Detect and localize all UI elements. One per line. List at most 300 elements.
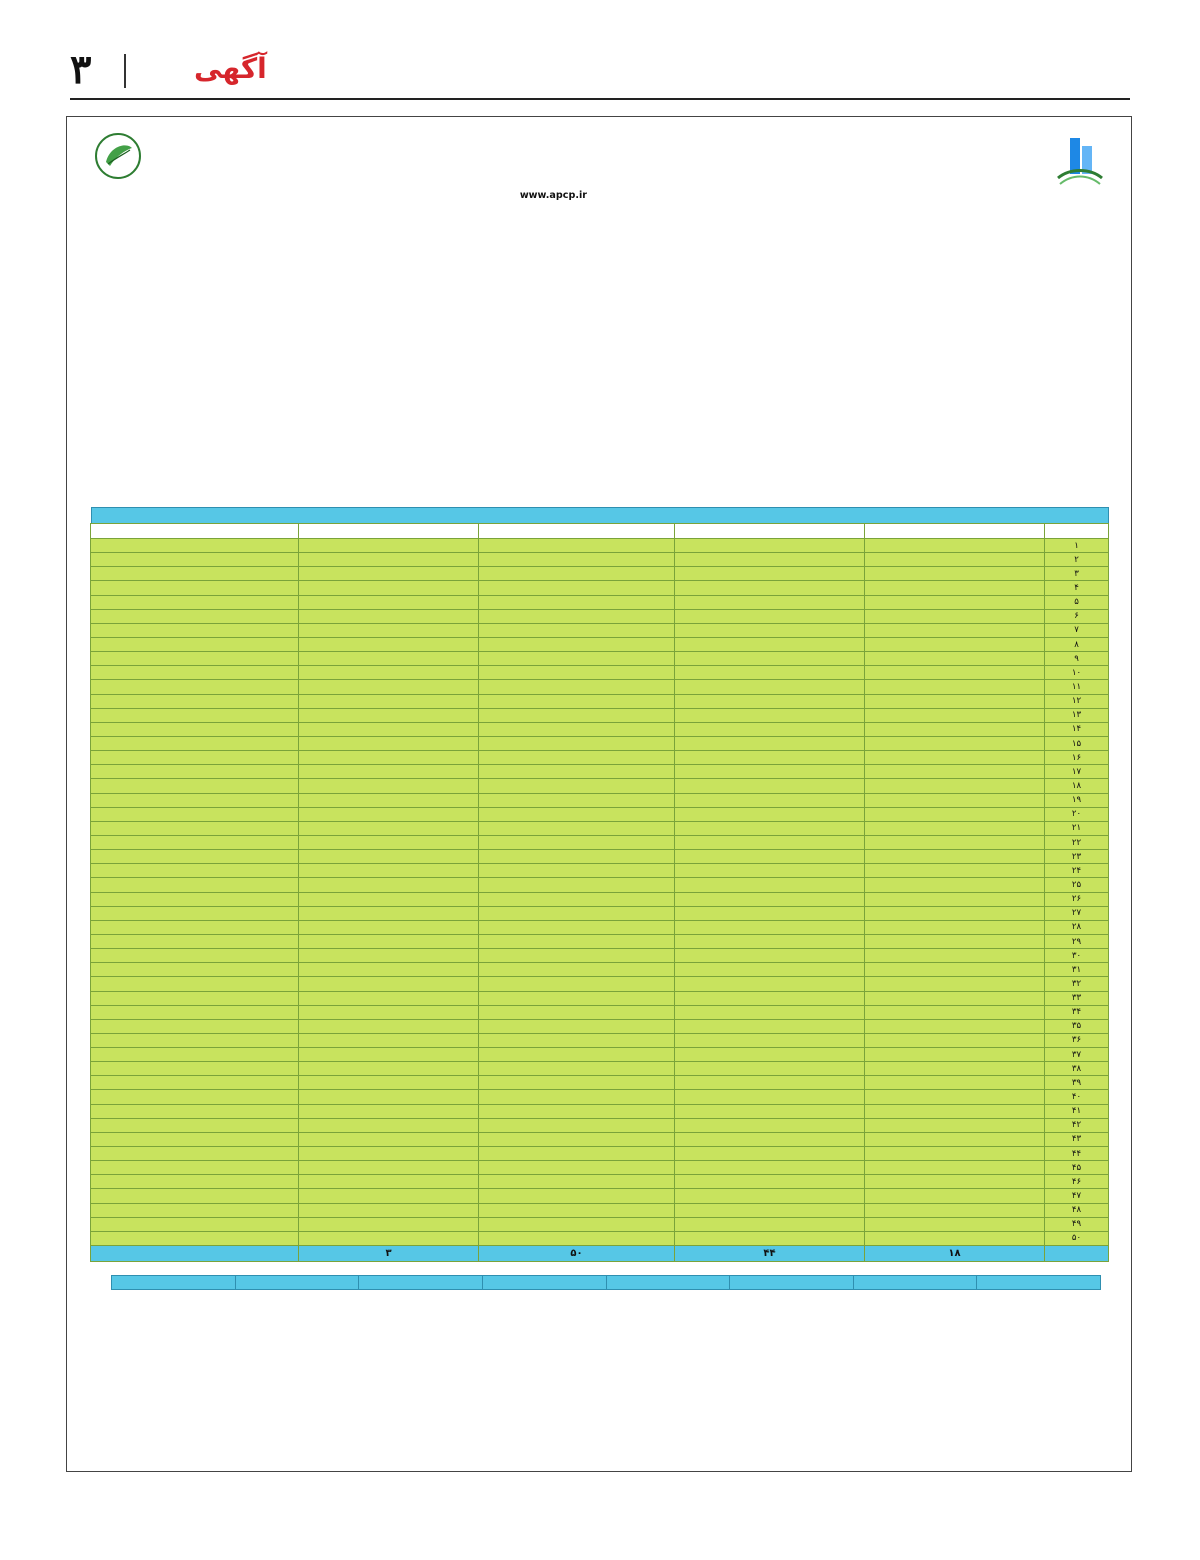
province-cell bbox=[865, 1019, 1045, 1033]
county-cell bbox=[675, 680, 865, 694]
row-number-cell: ۲۸ bbox=[1045, 920, 1109, 934]
town-cell bbox=[479, 553, 675, 567]
county-cell bbox=[675, 963, 865, 977]
activity-cell bbox=[299, 963, 479, 977]
province-cell bbox=[865, 1161, 1045, 1175]
activity-cell bbox=[299, 595, 479, 609]
county-cell bbox=[675, 1203, 865, 1217]
table-row bbox=[91, 807, 1109, 821]
province-cell bbox=[865, 567, 1045, 581]
activity-cell bbox=[299, 1161, 479, 1175]
town-cell bbox=[479, 1231, 675, 1245]
area-cell bbox=[91, 666, 299, 680]
county-cell bbox=[675, 1076, 865, 1090]
area-cell bbox=[91, 1005, 299, 1019]
row-number-cell: ۱۸ bbox=[1045, 779, 1109, 793]
table-row bbox=[91, 694, 1109, 708]
row-number-cell: ۲۳ bbox=[1045, 850, 1109, 864]
row-number-cell: ۱۷ bbox=[1045, 765, 1109, 779]
activity-cell bbox=[299, 977, 479, 991]
terms-columns bbox=[75, 189, 1123, 511]
total-label bbox=[1045, 1246, 1109, 1262]
province-cell bbox=[865, 623, 1045, 637]
row-number-cell: ۳۷ bbox=[1045, 1048, 1109, 1062]
table-row bbox=[91, 977, 1109, 991]
row-number-cell: ۴۱ bbox=[1045, 1104, 1109, 1118]
town-cell bbox=[479, 1048, 675, 1062]
table-row bbox=[91, 1147, 1109, 1161]
area-cell bbox=[91, 821, 299, 835]
province-cell bbox=[865, 793, 1045, 807]
town-cell bbox=[479, 821, 675, 835]
table-row bbox=[91, 1132, 1109, 1146]
area-cell bbox=[91, 1076, 299, 1090]
table-row bbox=[91, 906, 1109, 920]
table-row bbox=[91, 1203, 1109, 1217]
towns-table-total-row bbox=[91, 1246, 1109, 1262]
province-cell bbox=[865, 991, 1045, 1005]
row-number-cell: ۲۵ bbox=[1045, 878, 1109, 892]
table-row bbox=[91, 963, 1109, 977]
town-cell bbox=[479, 1062, 675, 1076]
area-cell bbox=[91, 1090, 299, 1104]
area-cell bbox=[91, 892, 299, 906]
area-cell bbox=[91, 765, 299, 779]
page-number: ۳ bbox=[70, 46, 92, 93]
row-number-cell: ۵۰ bbox=[1045, 1231, 1109, 1245]
row-number-cell: ۲۷ bbox=[1045, 906, 1109, 920]
area-cell bbox=[91, 850, 299, 864]
province-cell bbox=[865, 807, 1045, 821]
province-cell bbox=[865, 892, 1045, 906]
area-cell bbox=[91, 1217, 299, 1231]
province-cell bbox=[865, 581, 1045, 595]
supplementary-col-header bbox=[853, 1276, 977, 1290]
area-cell bbox=[91, 567, 299, 581]
province-cell bbox=[865, 1175, 1045, 1189]
section-name: آگهی bbox=[194, 52, 267, 85]
county-cell bbox=[675, 991, 865, 1005]
supplementary-col-header bbox=[359, 1276, 483, 1290]
area-cell bbox=[91, 694, 299, 708]
county-cell bbox=[675, 1118, 865, 1132]
area-cell bbox=[91, 581, 299, 595]
province-cell bbox=[865, 637, 1045, 651]
county-cell bbox=[675, 1005, 865, 1019]
town-cell bbox=[479, 920, 675, 934]
area-cell bbox=[91, 708, 299, 722]
province-cell bbox=[865, 949, 1045, 963]
table-row bbox=[91, 920, 1109, 934]
activity-cell bbox=[299, 623, 479, 637]
province-cell bbox=[865, 1005, 1045, 1019]
activity-cell bbox=[299, 821, 479, 835]
town-cell bbox=[479, 708, 675, 722]
town-cell bbox=[479, 637, 675, 651]
row-number-cell: ۲۹ bbox=[1045, 934, 1109, 948]
table-row bbox=[91, 609, 1109, 623]
activity-cell bbox=[299, 609, 479, 623]
town-cell bbox=[479, 1033, 675, 1047]
county-cell bbox=[675, 779, 865, 793]
row-number-cell: ۲۰ bbox=[1045, 807, 1109, 821]
activity-cell bbox=[299, 637, 479, 651]
area-cell bbox=[91, 934, 299, 948]
row-number-cell: ۲۶ bbox=[1045, 892, 1109, 906]
activity-cell bbox=[299, 1175, 479, 1189]
activity-cell bbox=[299, 1019, 479, 1033]
activity-cell bbox=[299, 1062, 479, 1076]
province-cell bbox=[865, 934, 1045, 948]
row-number-cell: ۴۴ bbox=[1045, 1147, 1109, 1161]
row-number-cell: ۳۸ bbox=[1045, 1062, 1109, 1076]
county-cell bbox=[675, 977, 865, 991]
town-cell bbox=[479, 1189, 675, 1203]
row-number-cell: ۱۲ bbox=[1045, 694, 1109, 708]
province-cell bbox=[865, 1132, 1045, 1146]
town-cell bbox=[479, 736, 675, 750]
row-number-cell: ۱۶ bbox=[1045, 751, 1109, 765]
table-row bbox=[91, 949, 1109, 963]
province-cell bbox=[865, 878, 1045, 892]
area-cell bbox=[91, 1132, 299, 1146]
province-cell bbox=[865, 666, 1045, 680]
activity-cell bbox=[299, 736, 479, 750]
table-row bbox=[91, 892, 1109, 906]
area-cell bbox=[91, 807, 299, 821]
towns-table-grid bbox=[90, 523, 1109, 1262]
province-cell bbox=[865, 821, 1045, 835]
area-cell bbox=[91, 779, 299, 793]
county-cell bbox=[675, 595, 865, 609]
table-row bbox=[91, 623, 1109, 637]
county-cell bbox=[675, 1189, 865, 1203]
activity-cell bbox=[299, 1231, 479, 1245]
province-cell bbox=[865, 977, 1045, 991]
town-cell bbox=[479, 609, 675, 623]
county-cell bbox=[675, 1132, 865, 1146]
supplementary-col-header bbox=[606, 1276, 730, 1290]
town-cell bbox=[479, 934, 675, 948]
town-cell bbox=[479, 1104, 675, 1118]
row-number-cell: ۴ bbox=[1045, 581, 1109, 595]
town-cell bbox=[479, 807, 675, 821]
county-cell bbox=[675, 1147, 865, 1161]
activity-cell bbox=[299, 920, 479, 934]
area-cell bbox=[91, 1062, 299, 1076]
town-cell bbox=[479, 963, 675, 977]
province-cell bbox=[865, 751, 1045, 765]
province-cell bbox=[865, 708, 1045, 722]
county-cell bbox=[675, 539, 865, 553]
masthead-divider bbox=[124, 54, 126, 88]
row-number-cell: ۴۶ bbox=[1045, 1175, 1109, 1189]
town-cell bbox=[479, 991, 675, 1005]
table-row bbox=[91, 1161, 1109, 1175]
supplementary-col-header bbox=[482, 1276, 606, 1290]
row-number-cell: ۲۱ bbox=[1045, 821, 1109, 835]
province-cell bbox=[865, 539, 1045, 553]
row-number-cell: ۴۳ bbox=[1045, 1132, 1109, 1146]
county-cell bbox=[675, 1217, 865, 1231]
row-number-cell: ۲۴ bbox=[1045, 864, 1109, 878]
county-cell bbox=[675, 934, 865, 948]
county-cell bbox=[675, 751, 865, 765]
province-cell bbox=[865, 553, 1045, 567]
county-cell bbox=[675, 920, 865, 934]
table-row bbox=[91, 1217, 1109, 1231]
county-cell bbox=[675, 652, 865, 666]
activity-cell bbox=[299, 1090, 479, 1104]
county-cell bbox=[675, 708, 865, 722]
activity-cell bbox=[299, 539, 479, 553]
supplementary-header-row bbox=[112, 1276, 1101, 1290]
town-cell bbox=[479, 793, 675, 807]
county-cell bbox=[675, 694, 865, 708]
table-row bbox=[91, 934, 1109, 948]
province-cell bbox=[865, 1203, 1045, 1217]
activity-cell bbox=[299, 1132, 479, 1146]
activity-cell bbox=[299, 864, 479, 878]
col-header-area bbox=[91, 524, 299, 539]
town-cell bbox=[479, 1161, 675, 1175]
row-number-cell: ۲۲ bbox=[1045, 835, 1109, 849]
supplementary-col-header bbox=[977, 1276, 1101, 1290]
col-header-activity bbox=[299, 524, 479, 539]
row-number-cell: ۱۵ bbox=[1045, 736, 1109, 750]
county-cell bbox=[675, 1048, 865, 1062]
masthead bbox=[70, 44, 1130, 100]
row-number-cell: ۵ bbox=[1045, 595, 1109, 609]
province-cell bbox=[865, 864, 1045, 878]
table-row bbox=[91, 595, 1109, 609]
town-cell bbox=[479, 878, 675, 892]
table-row bbox=[91, 821, 1109, 835]
area-cell bbox=[91, 1175, 299, 1189]
province-cell bbox=[865, 609, 1045, 623]
bottom-notes bbox=[75, 1315, 1123, 1465]
terms-right-column bbox=[611, 189, 1123, 511]
row-number-cell: ۳۵ bbox=[1045, 1019, 1109, 1033]
town-cell bbox=[479, 1203, 675, 1217]
table-row bbox=[91, 637, 1109, 651]
total-area bbox=[91, 1246, 299, 1262]
table-row bbox=[91, 779, 1109, 793]
activity-cell bbox=[299, 1076, 479, 1090]
county-cell bbox=[675, 637, 865, 651]
row-number-cell: ۱۹ bbox=[1045, 793, 1109, 807]
province-cell bbox=[865, 595, 1045, 609]
county-cell bbox=[675, 807, 865, 821]
row-number-cell: ۳ bbox=[1045, 567, 1109, 581]
town-cell bbox=[479, 652, 675, 666]
supplementary-table bbox=[111, 1275, 1101, 1290]
row-number-cell: ۱ bbox=[1045, 539, 1109, 553]
town-cell bbox=[479, 765, 675, 779]
town-cell bbox=[479, 1118, 675, 1132]
province-cell bbox=[865, 1076, 1045, 1090]
activity-cell bbox=[299, 708, 479, 722]
area-cell bbox=[91, 623, 299, 637]
county-cell bbox=[675, 864, 865, 878]
county-cell bbox=[675, 892, 865, 906]
area-cell bbox=[91, 991, 299, 1005]
province-cell bbox=[865, 963, 1045, 977]
row-number-cell: ۱۴ bbox=[1045, 722, 1109, 736]
activity-cell bbox=[299, 1118, 479, 1132]
town-cell bbox=[479, 694, 675, 708]
activity-cell bbox=[299, 751, 479, 765]
table-row bbox=[91, 864, 1109, 878]
table-row bbox=[91, 835, 1109, 849]
activity-cell bbox=[299, 567, 479, 581]
county-cell bbox=[675, 1090, 865, 1104]
activity-cell bbox=[299, 835, 479, 849]
supplementary-col-header bbox=[235, 1276, 359, 1290]
area-cell bbox=[91, 1147, 299, 1161]
town-cell bbox=[479, 1132, 675, 1146]
town-cell bbox=[479, 539, 675, 553]
website-link[interactable]: www.apcp.ir bbox=[519, 190, 587, 201]
town-cell bbox=[479, 1005, 675, 1019]
town-cell bbox=[479, 906, 675, 920]
province-cell bbox=[865, 1062, 1045, 1076]
province-cell bbox=[865, 1217, 1045, 1231]
activity-cell bbox=[299, 652, 479, 666]
row-number-cell: ۳۰ bbox=[1045, 949, 1109, 963]
activity-cell bbox=[299, 722, 479, 736]
table-row bbox=[91, 1033, 1109, 1047]
area-cell bbox=[91, 977, 299, 991]
area-cell bbox=[91, 878, 299, 892]
town-cell bbox=[479, 949, 675, 963]
town-cell bbox=[479, 892, 675, 906]
row-number-cell: ۷ bbox=[1045, 623, 1109, 637]
area-cell bbox=[91, 1231, 299, 1245]
town-cell bbox=[479, 1076, 675, 1090]
province-cell bbox=[865, 1090, 1045, 1104]
area-cell bbox=[91, 1203, 299, 1217]
table-row bbox=[91, 1231, 1109, 1245]
activity-cell bbox=[299, 892, 479, 906]
province-cell bbox=[865, 694, 1045, 708]
table-row bbox=[91, 1019, 1109, 1033]
area-cell bbox=[91, 595, 299, 609]
county-cell bbox=[675, 1062, 865, 1076]
table-row bbox=[91, 850, 1109, 864]
county-cell bbox=[675, 821, 865, 835]
county-cell bbox=[675, 1019, 865, 1033]
province-cell bbox=[865, 850, 1045, 864]
activity-cell bbox=[299, 949, 479, 963]
total-counties: ۴۴ bbox=[675, 1246, 865, 1262]
town-cell bbox=[479, 850, 675, 864]
total-activities: ۳ bbox=[299, 1246, 479, 1262]
province-cell bbox=[865, 652, 1045, 666]
province-cell bbox=[865, 765, 1045, 779]
town-cell bbox=[479, 1019, 675, 1033]
province-cell bbox=[865, 1189, 1045, 1203]
area-cell bbox=[91, 835, 299, 849]
county-cell bbox=[675, 850, 865, 864]
province-cell bbox=[865, 835, 1045, 849]
town-cell bbox=[479, 1147, 675, 1161]
table-row bbox=[91, 1189, 1109, 1203]
activity-cell bbox=[299, 1005, 479, 1019]
table-row bbox=[91, 1076, 1109, 1090]
town-cell bbox=[479, 779, 675, 793]
total-provinces: ۱۸ bbox=[865, 1246, 1045, 1262]
supplementary-col-header bbox=[112, 1276, 236, 1290]
county-cell bbox=[675, 878, 865, 892]
row-number-cell: ۳۶ bbox=[1045, 1033, 1109, 1047]
towns-table-body bbox=[91, 539, 1109, 1246]
county-cell bbox=[675, 722, 865, 736]
row-number-cell: ۳۹ bbox=[1045, 1076, 1109, 1090]
town-cell bbox=[479, 581, 675, 595]
county-cell bbox=[675, 949, 865, 963]
activity-cell bbox=[299, 793, 479, 807]
province-cell bbox=[865, 1048, 1045, 1062]
province-cell bbox=[865, 736, 1045, 750]
activity-cell bbox=[299, 991, 479, 1005]
activity-cell bbox=[299, 765, 479, 779]
table-row bbox=[91, 1048, 1109, 1062]
area-cell bbox=[91, 609, 299, 623]
col-header-province bbox=[865, 524, 1045, 539]
row-number-cell: ۳۴ bbox=[1045, 1005, 1109, 1019]
town-cell bbox=[479, 1217, 675, 1231]
area-cell bbox=[91, 652, 299, 666]
town-cell bbox=[479, 751, 675, 765]
row-number-cell: ۱۱ bbox=[1045, 680, 1109, 694]
activity-cell bbox=[299, 850, 479, 864]
town-cell bbox=[479, 977, 675, 991]
announcement-frame bbox=[66, 116, 1132, 1472]
row-number-cell: ۱۳ bbox=[1045, 708, 1109, 722]
table-row bbox=[91, 680, 1109, 694]
activity-cell bbox=[299, 1203, 479, 1217]
county-cell bbox=[675, 765, 865, 779]
towns-table-title bbox=[91, 507, 1109, 523]
town-cell bbox=[479, 722, 675, 736]
town-cell bbox=[479, 567, 675, 581]
table-row bbox=[91, 991, 1109, 1005]
province-cell bbox=[865, 680, 1045, 694]
area-cell bbox=[91, 864, 299, 878]
activity-cell bbox=[299, 1147, 479, 1161]
county-cell bbox=[675, 581, 865, 595]
activity-cell bbox=[299, 680, 479, 694]
county-cell bbox=[675, 1231, 865, 1245]
area-cell bbox=[91, 1104, 299, 1118]
activity-cell bbox=[299, 1104, 479, 1118]
county-cell bbox=[675, 1161, 865, 1175]
area-cell bbox=[91, 553, 299, 567]
town-cell bbox=[479, 1175, 675, 1189]
area-cell bbox=[91, 1161, 299, 1175]
county-cell bbox=[675, 793, 865, 807]
area-cell bbox=[91, 1019, 299, 1033]
supplementary-col-header bbox=[730, 1276, 854, 1290]
activity-cell bbox=[299, 553, 479, 567]
table-row bbox=[91, 652, 1109, 666]
province-cell bbox=[865, 1033, 1045, 1047]
activity-cell bbox=[299, 1217, 479, 1231]
table-row bbox=[91, 567, 1109, 581]
area-cell bbox=[91, 736, 299, 750]
county-cell bbox=[675, 1033, 865, 1047]
